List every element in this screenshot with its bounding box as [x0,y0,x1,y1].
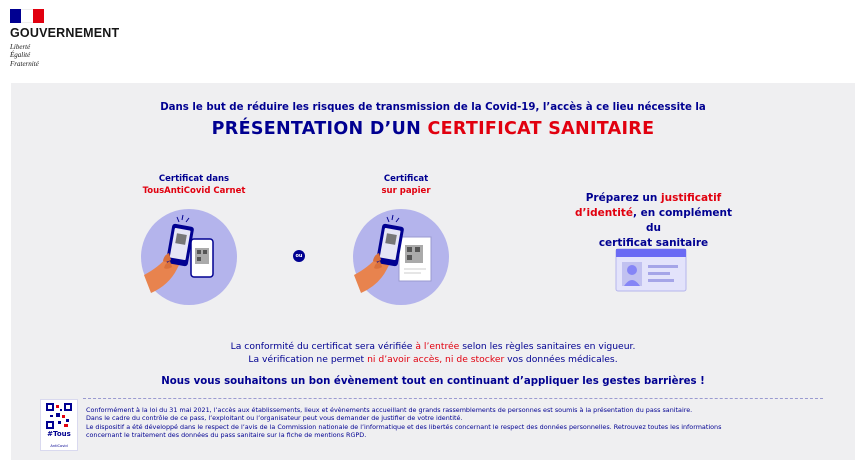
id-text-red1: justificatif [661,192,722,204]
conformity-line1 [11,341,855,354]
option-paper-line2: sur papier [381,185,431,196]
id-requirement-text [566,191,741,251]
id-text-part1: Préparez un [585,192,658,204]
republic-motto [10,43,119,68]
conformity-line2-a: La vérification ne permet [248,353,365,365]
motto-fraternite: Fraternité [10,59,39,68]
badge-tag-line1: #Tous [47,430,71,438]
intro-text: Dans le but de réduire les risques de transmission de la Covid-19, l’accès à ce lieu nécessite la [160,102,706,113]
government-title: GOUVERNEMENT [10,26,120,40]
government-logo [10,9,119,68]
headline-blue: PRÉSENTATION D’UN [211,119,422,139]
motto-liberte: Liberté [10,43,31,51]
conformity-line2-red: ni d’avoir accès, ni de stocker [367,353,505,365]
conformity-line1-red: à l’entrée [415,341,460,352]
paper-scan-illustration [351,207,451,307]
phone-scan-illustration [139,207,239,307]
legal-notice [86,406,826,440]
qr-code-icon [46,403,72,429]
option-paper-caption [351,174,461,197]
conformity-text [11,341,855,366]
option-app-line2: TousAntiCovid Carnet [142,185,246,196]
option-paper-line1: Certificat [383,174,429,184]
conformity-line1-a: La conformité du certificat sera vérifiée [230,341,413,352]
id-card-icon [615,248,687,292]
legal-line: Conformément à la loi du 31 mai 2021, l’accès aux établissements, lieux et évènements accueillant de grands rassemblements de personnes est soumis à la présentation du pass sanitaire. [86,406,693,414]
legal-line: Le dispositif a été développé dans le respect de l’avis de la Commission nationale de l’informatique et des libertés concernant le respect des données personnelles. Retrouvez toutes les informations [86,422,722,431]
id-text-part3: certificat sanitaire [598,237,709,249]
conformity-line2 [11,354,855,367]
conformity-line1-b: selon les règles sanitaires en vigueur. [462,341,636,352]
id-text-red2: d’identité [574,207,633,219]
badge-tag-line2: AntiCovid [50,444,68,448]
footer-divider [83,398,823,399]
separator-ou: ou [293,250,305,262]
badge-tag [41,431,77,438]
motto-egalite: Égalité [10,51,31,60]
option-app-line1: Certificat dans [158,174,230,184]
conformity-line2-b: vos données médicales. [507,353,618,365]
legal-line: Dans le cadre du contrôle de ce pass, l’exploitant ou l’organisateur peut vous demander de justifier de votre identité. [86,414,463,423]
headline [11,119,855,139]
wish-text: Nous vous souhaitons un bon évènement tout en continuant d’appliquer les gestes barrières ! [161,376,705,387]
option-app-caption [129,174,259,197]
id-text-part2: , en complément du [632,207,733,234]
headline-red: CERTIFICAT SANITAIRE [427,119,655,139]
poster-panel [11,83,855,460]
french-flag-icon [10,9,44,23]
tousanticovid-badge [40,399,78,451]
legal-line: concernant le traitement des données du pass sanitaire sur la fiche de mentions RGPD. [86,431,367,440]
